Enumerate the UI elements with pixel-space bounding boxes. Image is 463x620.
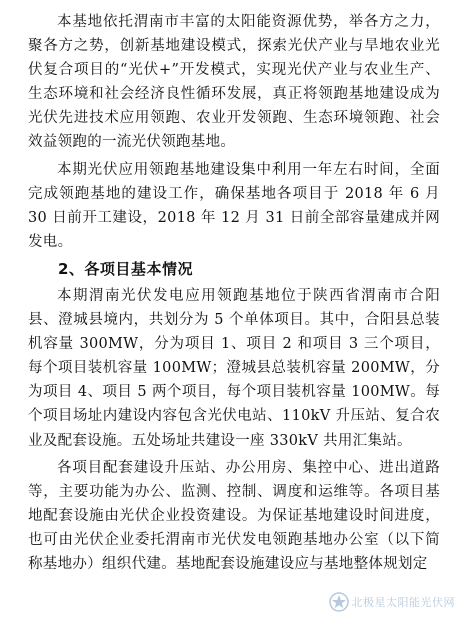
watermark xyxy=(329,592,456,612)
watermark-text: 北极星太阳能光伏网 xyxy=(351,596,455,609)
document-body xyxy=(28,10,440,579)
paragraph-intro: 本基地依托渭南市丰富的太阳能资源优势，举各方之力，聚各方之势，创新基地建设模式，探索光伏产业与旱地农业光伏复合项目的“光伏+”开发模式，实现光伏产业与农业生产、生态环境和社会经济良性循环发展，真正将领跑基地建设成为光伏先进技术应用领跑、农业开发领跑、生态环境领跑、社会效益领跑的一流光伏领跑基地。 xyxy=(28,14,440,151)
paragraph-project-overview: 本期渭南光伏发电应用领跑基地位于陕西省渭南市合阳县、澄城县境内，共划分为 5 个单体项目。其中，合阳县总装机容量 300MW，分为项目 1、项目 2 和项目 3 三个项目，每个项目装机容量 100MW；澄城县总装机容量 200MW，分为项目 4、项目 5 两个项目，每个项目装机容量 100MW。每个项目场址内建设内容包含光伏电站、110kV 升压站、复合农业及配套设施。五处场址共建设一座 330kV 共用汇集站。 xyxy=(28,287,440,449)
paragraph-supporting-facilities: 各项目配套建设升压站、办公用房、集控中心、进出道路等，主要功能为办公、监测、控制、调度和运维等。各项目基地配套设施由光伏企业投资建设。为保证基地建设时间进度，也可由光伏企业委托渭南市光伏发电领跑基地办公室（以下简称基地办）组织代建。基地配套设施建设应与基地整体规划定 xyxy=(28,459,440,572)
paragraph-schedule: 本期光伏应用领跑基地建设集中利用一年左右时间，全面完成领跑基地的建设工作，确保基地各项目于 2018 年 6 月 30 日前开工建设，2018 年 12 月 31 日前全部容量建成并网发电。 xyxy=(28,161,440,250)
section-heading: 2、各项目基本情况 xyxy=(58,259,193,278)
star-logo-icon xyxy=(329,592,349,612)
